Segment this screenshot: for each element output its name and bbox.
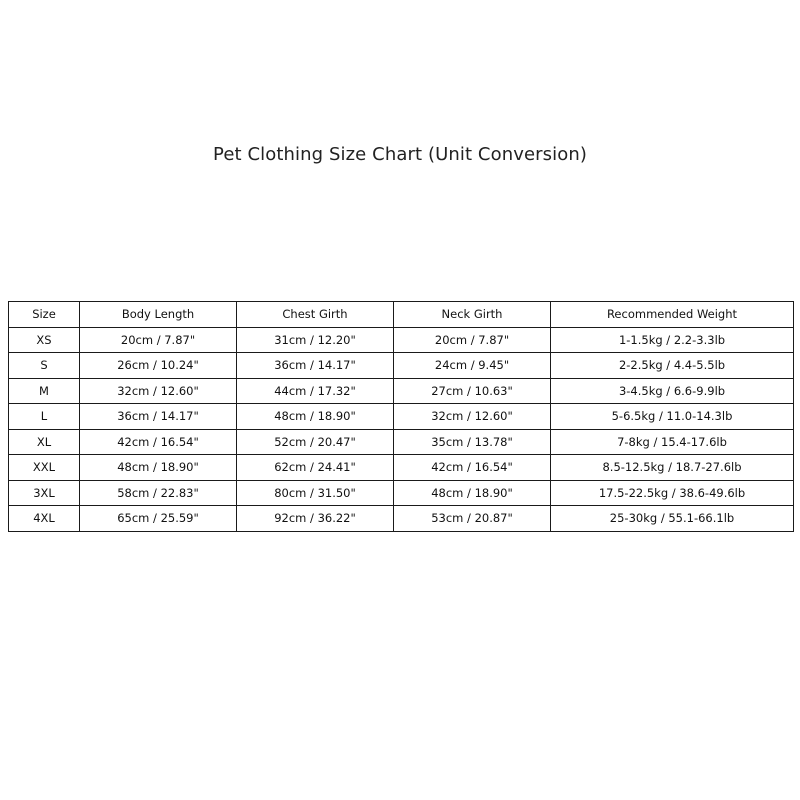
cell-recommended-weight: 3-4.5kg / 6.6-9.9lb [551, 378, 794, 404]
cell-size: S [9, 353, 80, 379]
cell-chest-girth: 52cm / 20.47" [237, 429, 394, 455]
cell-neck-girth: 32cm / 12.60" [394, 404, 551, 430]
cell-chest-girth: 44cm / 17.32" [237, 378, 394, 404]
header-size: Size [9, 302, 80, 328]
cell-neck-girth: 24cm / 9.45" [394, 353, 551, 379]
cell-recommended-weight: 17.5-22.5kg / 38.6-49.6lb [551, 480, 794, 506]
cell-recommended-weight: 7-8kg / 15.4-17.6lb [551, 429, 794, 455]
cell-neck-girth: 53cm / 20.87" [394, 506, 551, 532]
cell-body-length: 36cm / 14.17" [80, 404, 237, 430]
table-row [9, 378, 794, 404]
cell-neck-girth: 42cm / 16.54" [394, 455, 551, 481]
cell-chest-girth: 31cm / 12.20" [237, 327, 394, 353]
cell-recommended-weight: 1-1.5kg / 2.2-3.3lb [551, 327, 794, 353]
cell-body-length: 26cm / 10.24" [80, 353, 237, 379]
table-row [9, 327, 794, 353]
cell-body-length: 20cm / 7.87" [80, 327, 237, 353]
cell-recommended-weight: 25-30kg / 55.1-66.1lb [551, 506, 794, 532]
page-title: Pet Clothing Size Chart (Unit Conversion) [213, 144, 587, 165]
cell-neck-girth: 35cm / 13.78" [394, 429, 551, 455]
cell-body-length: 65cm / 25.59" [80, 506, 237, 532]
table-row [9, 429, 794, 455]
table-row [9, 480, 794, 506]
header-chest-girth: Chest Girth [237, 302, 394, 328]
table-row [9, 353, 794, 379]
cell-neck-girth: 20cm / 7.87" [394, 327, 551, 353]
header-neck-girth: Neck Girth [394, 302, 551, 328]
cell-size: XXL [9, 455, 80, 481]
cell-size: XL [9, 429, 80, 455]
header-body-length: Body Length [80, 302, 237, 328]
cell-recommended-weight: 8.5-12.5kg / 18.7-27.6lb [551, 455, 794, 481]
cell-chest-girth: 62cm / 24.41" [237, 455, 394, 481]
cell-size: L [9, 404, 80, 430]
header-recommended-weight: Recommended Weight [551, 302, 794, 328]
cell-neck-girth: 48cm / 18.90" [394, 480, 551, 506]
cell-chest-girth: 36cm / 14.17" [237, 353, 394, 379]
cell-recommended-weight: 2-2.5kg / 4.4-5.5lb [551, 353, 794, 379]
cell-size: 3XL [9, 480, 80, 506]
cell-neck-girth: 27cm / 10.63" [394, 378, 551, 404]
table-row [9, 506, 794, 532]
cell-chest-girth: 80cm / 31.50" [237, 480, 394, 506]
cell-size: XS [9, 327, 80, 353]
cell-body-length: 32cm / 12.60" [80, 378, 237, 404]
cell-chest-girth: 92cm / 36.22" [237, 506, 394, 532]
size-chart-table [8, 301, 794, 532]
cell-body-length: 48cm / 18.90" [80, 455, 237, 481]
cell-chest-girth: 48cm / 18.90" [237, 404, 394, 430]
table-row [9, 455, 794, 481]
cell-size: M [9, 378, 80, 404]
table-header-row [9, 302, 794, 328]
cell-body-length: 58cm / 22.83" [80, 480, 237, 506]
table-row [9, 404, 794, 430]
cell-recommended-weight: 5-6.5kg / 11.0-14.3lb [551, 404, 794, 430]
cell-body-length: 42cm / 16.54" [80, 429, 237, 455]
cell-size: 4XL [9, 506, 80, 532]
